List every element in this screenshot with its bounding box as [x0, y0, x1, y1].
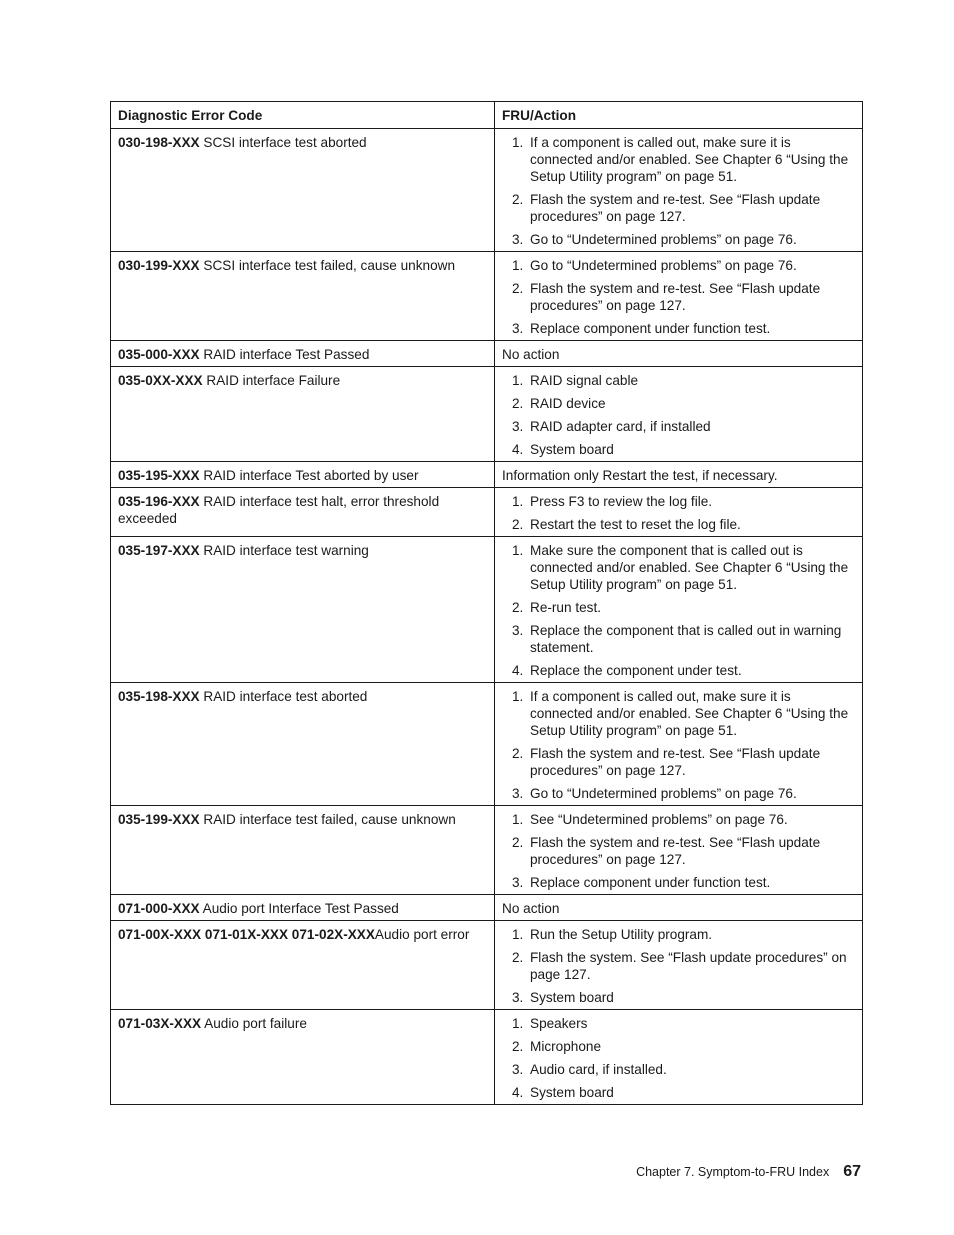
- action-number: 2.: [512, 746, 524, 761]
- fru-action-cell: [495, 488, 863, 537]
- error-code-cell: [111, 129, 495, 252]
- error-description: RAID interface test aborted: [199, 689, 368, 704]
- error-description: Audio port Interface Test Passed: [199, 901, 399, 916]
- error-code-cell: [111, 921, 495, 1010]
- action-number: 3.: [512, 1062, 524, 1077]
- action-number: 4.: [512, 663, 524, 678]
- action-number: 1.: [512, 543, 524, 558]
- error-code-cell: [111, 488, 495, 537]
- table-row: [111, 252, 863, 341]
- action-number: 3.: [512, 786, 524, 801]
- action-item: [502, 231, 855, 248]
- table-row: [111, 921, 863, 1010]
- action-number: 2.: [512, 281, 524, 296]
- action-number: 3.: [512, 623, 524, 638]
- action-text: If a component is called out, make sure it is connected and/or enabled. See Chapter 6 “Using the Setup Utility program” on page 51.: [530, 135, 849, 184]
- table-row: [111, 806, 863, 895]
- action-number: 1.: [512, 689, 524, 704]
- action-item: [502, 418, 855, 435]
- action-text: Restart the test to reset the log file.: [530, 517, 741, 532]
- action-item: [502, 542, 855, 593]
- action-text: Re-run test.: [530, 600, 602, 615]
- action-number: 2.: [512, 1039, 524, 1054]
- error-code: 071-00X-XXX 071-01X-XXX 071-02X-XXX: [118, 927, 375, 942]
- action-number: 2.: [512, 517, 524, 532]
- action-text: Replace component under function test.: [530, 321, 771, 336]
- action-text: System board: [530, 990, 614, 1005]
- error-code-cell: [111, 537, 495, 683]
- table-row: [111, 895, 863, 921]
- table-row: [111, 1010, 863, 1105]
- action-item: [502, 1038, 855, 1055]
- error-description: SCSI interface test aborted: [199, 135, 367, 150]
- error-description: Audio port failure: [201, 1016, 307, 1031]
- action-item: [502, 622, 855, 656]
- table-row: [111, 367, 863, 462]
- action-number: 1.: [512, 135, 524, 150]
- fru-action-cell: [495, 806, 863, 895]
- fru-action-cell: [495, 921, 863, 1010]
- action-list: [502, 688, 855, 802]
- error-code-cell: [111, 341, 495, 367]
- fru-action-cell: [495, 537, 863, 683]
- table-body: [111, 129, 863, 1105]
- action-item: [502, 516, 855, 533]
- fru-action-cell: [495, 367, 863, 462]
- error-code: 035-197-XXX: [118, 543, 200, 558]
- action-item: [502, 811, 855, 828]
- error-description: RAID interface test warning: [199, 543, 369, 558]
- header-diagnostic-error-code: Diagnostic Error Code: [111, 102, 495, 129]
- action-list: [502, 1015, 855, 1101]
- action-text: Flash the system and re-test. See “Flash update procedures” on page 127.: [530, 281, 821, 313]
- action-item: [502, 257, 855, 274]
- table-row: [111, 488, 863, 537]
- error-description: SCSI interface test failed, cause unknown: [199, 258, 456, 273]
- header-fru-action: FRU/Action: [495, 102, 863, 129]
- fru-action-cell: [495, 1010, 863, 1105]
- page-footer: [636, 1163, 861, 1181]
- table-header-row: [111, 102, 863, 129]
- action-text: Make sure the component that is called out is connected and/or enabled. See Chapter 6 “Using the Setup Utility program” on page 51.: [530, 543, 849, 592]
- action-item: [502, 191, 855, 225]
- action-text: Replace the component under test.: [530, 663, 742, 678]
- action-number: 1.: [512, 494, 524, 509]
- table-row: [111, 537, 863, 683]
- error-code-cell: [111, 683, 495, 806]
- action-number: 2.: [512, 600, 524, 615]
- action-text: RAID adapter card, if installed: [530, 419, 711, 434]
- error-code-cell: [111, 895, 495, 921]
- action-text: RAID signal cable: [530, 373, 639, 388]
- action-number: 3.: [512, 321, 524, 336]
- action-text: Flash the system and re-test. See “Flash update procedures” on page 127.: [530, 835, 821, 867]
- error-code: 035-196-XXX: [118, 494, 200, 509]
- action-number: 1.: [512, 812, 524, 827]
- fru-action-cell: [495, 683, 863, 806]
- table-row: [111, 683, 863, 806]
- action-text: Go to “Undetermined problems” on page 76.: [530, 232, 797, 247]
- action-text: System board: [530, 442, 614, 457]
- action-list: [502, 493, 855, 533]
- error-code-cell: [111, 367, 495, 462]
- action-list: [502, 134, 855, 248]
- action-text: Flash the system and re-test. See “Flash update procedures” on page 127.: [530, 746, 821, 778]
- error-code-cell: [111, 1010, 495, 1105]
- action-item: [502, 441, 855, 458]
- error-description: RAID interface Failure: [202, 373, 341, 388]
- diagnostic-error-table: [110, 101, 863, 1105]
- action-text: No action: [502, 901, 560, 916]
- error-code: 035-195-XXX: [118, 468, 200, 483]
- action-item: [502, 372, 855, 389]
- error-code: 030-199-XXX: [118, 258, 200, 273]
- error-description: RAID interface test failed, cause unknown: [199, 812, 456, 827]
- action-number: 1.: [512, 258, 524, 273]
- action-text: System board: [530, 1085, 614, 1100]
- action-number: 2.: [512, 835, 524, 850]
- action-number: 3.: [512, 232, 524, 247]
- table-row: [111, 129, 863, 252]
- action-item: [502, 1015, 855, 1032]
- action-item: [502, 599, 855, 616]
- action-number: 1.: [512, 373, 524, 388]
- fru-action-cell: [495, 341, 863, 367]
- error-description: RAID interface Test aborted by user: [199, 468, 419, 483]
- action-number: 3.: [512, 990, 524, 1005]
- fru-action-cell: [495, 895, 863, 921]
- fru-action-cell: [495, 129, 863, 252]
- action-item: [502, 662, 855, 679]
- action-item: [502, 989, 855, 1006]
- error-code: 035-198-XXX: [118, 689, 200, 704]
- error-code-cell: [111, 806, 495, 895]
- error-description: RAID interface Test Passed: [199, 347, 370, 362]
- action-item: [502, 834, 855, 868]
- error-code-cell: [111, 462, 495, 488]
- footer-chapter: Chapter 7. Symptom-to-FRU Index: [636, 1165, 830, 1179]
- action-list: [502, 926, 855, 1006]
- action-text: Information only Restart the test, if necessary.: [502, 468, 778, 483]
- action-text: Audio card, if installed.: [530, 1062, 667, 1077]
- action-text: Replace the component that is called out in warning statement.: [530, 623, 842, 655]
- table-row: [111, 462, 863, 488]
- action-number: 3.: [512, 419, 524, 434]
- action-number: 3.: [512, 875, 524, 890]
- error-code: 035-199-XXX: [118, 812, 200, 827]
- action-item: [502, 395, 855, 412]
- action-number: 2.: [512, 950, 524, 965]
- action-number: 2.: [512, 396, 524, 411]
- fru-action-cell: [495, 252, 863, 341]
- error-code: 071-000-XXX: [118, 901, 200, 916]
- error-description: RAID interface test halt, error threshold exceeded: [118, 494, 443, 526]
- action-number: 4.: [512, 442, 524, 457]
- action-list: [502, 257, 855, 337]
- action-item: [502, 688, 855, 739]
- action-number: 2.: [512, 192, 524, 207]
- action-item: [502, 280, 855, 314]
- action-list: [502, 811, 855, 891]
- error-description: Audio port error: [374, 927, 470, 942]
- table-row: [111, 341, 863, 367]
- action-text: No action: [502, 347, 560, 362]
- action-text: Speakers: [530, 1016, 588, 1031]
- action-item: [502, 320, 855, 337]
- error-code: 071-03X-XXX: [118, 1016, 202, 1031]
- action-item: [502, 134, 855, 185]
- action-list: [502, 372, 855, 458]
- action-text: Flash the system. See “Flash update procedures” on page 127.: [530, 950, 847, 982]
- error-code: 035-0XX-XXX: [118, 373, 203, 388]
- action-text: Replace component under function test.: [530, 875, 771, 890]
- action-text: Run the Setup Utility program.: [530, 927, 713, 942]
- action-text: Go to “Undetermined problems” on page 76.: [530, 786, 797, 801]
- action-text: Microphone: [530, 1039, 602, 1054]
- action-item: [502, 926, 855, 943]
- action-item: [502, 949, 855, 983]
- action-item: [502, 785, 855, 802]
- action-item: [502, 1061, 855, 1078]
- action-text: Press F3 to review the log file.: [530, 494, 713, 509]
- action-number: 1.: [512, 927, 524, 942]
- error-code: 030-198-XXX: [118, 135, 200, 150]
- action-text: Go to “Undetermined problems” on page 76.: [530, 258, 797, 273]
- action-item: [502, 874, 855, 891]
- error-code-cell: [111, 252, 495, 341]
- action-number: 4.: [512, 1085, 524, 1100]
- action-item: [502, 745, 855, 779]
- action-text: RAID device: [530, 396, 606, 411]
- action-item: [502, 493, 855, 510]
- action-item: [502, 1084, 855, 1101]
- action-text: If a component is called out, make sure it is connected and/or enabled. See Chapter 6 “Using the Setup Utility program” on page 51.: [530, 689, 849, 738]
- page-number: 67: [843, 1163, 861, 1180]
- action-list: [502, 542, 855, 679]
- error-code: 035-000-XXX: [118, 347, 200, 362]
- action-text: See “Undetermined problems” on page 76.: [530, 812, 788, 827]
- fru-action-cell: [495, 462, 863, 488]
- action-text: Flash the system and re-test. See “Flash update procedures” on page 127.: [530, 192, 821, 224]
- action-number: 1.: [512, 1016, 524, 1031]
